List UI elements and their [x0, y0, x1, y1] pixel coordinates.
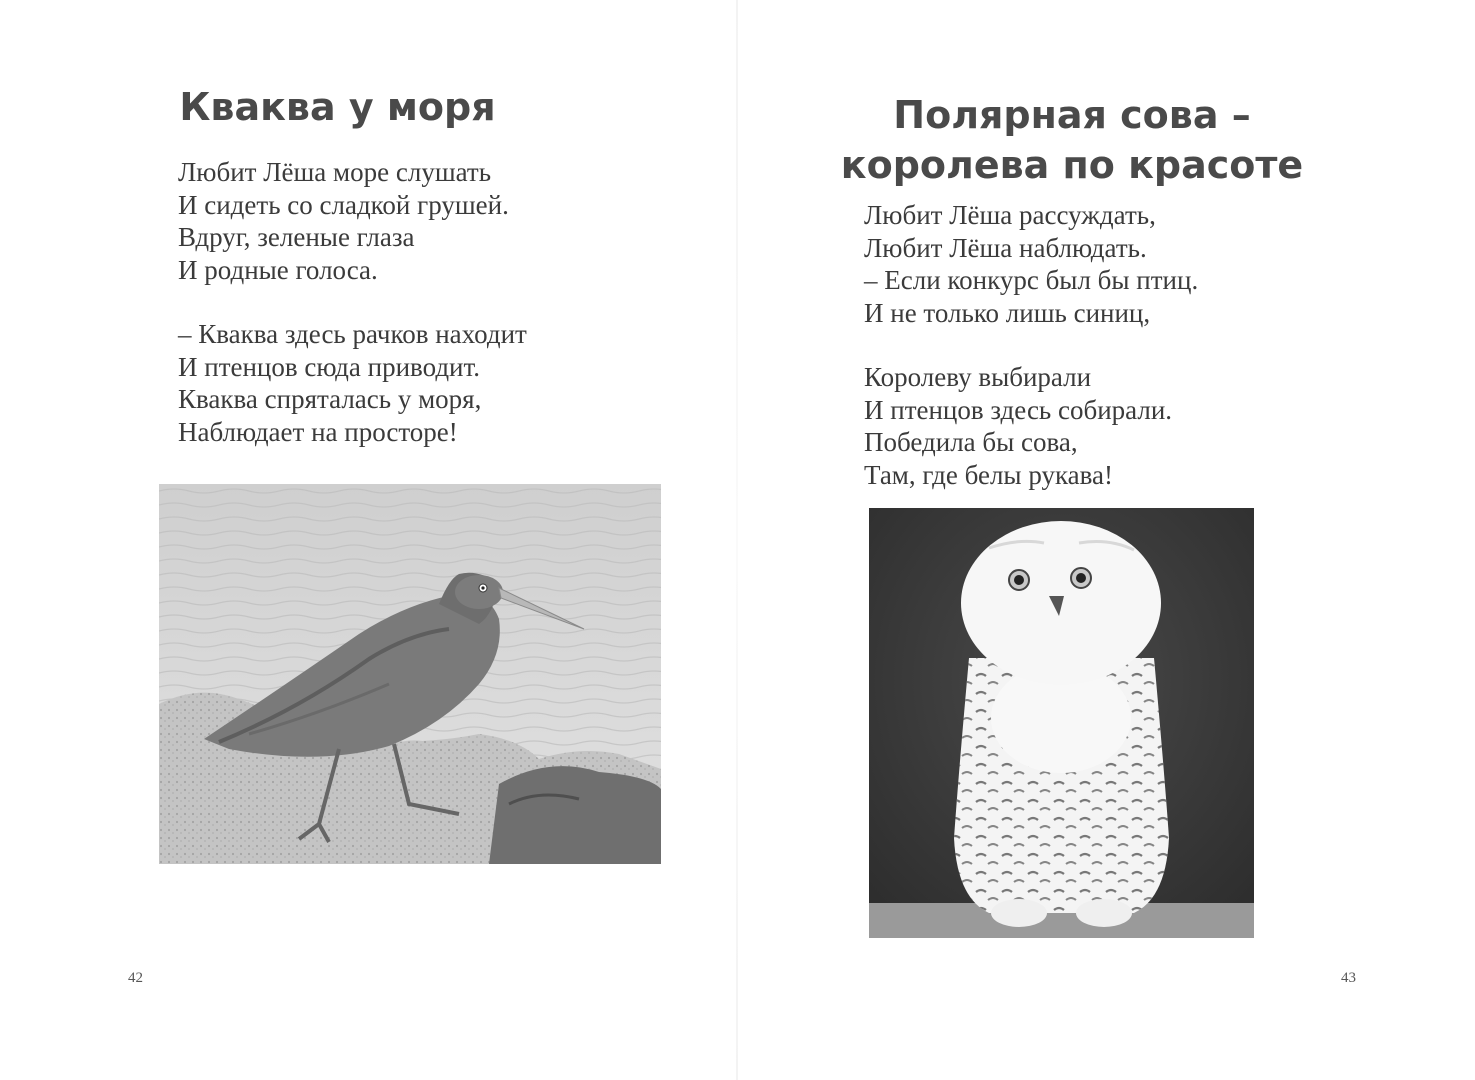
right-title-line-1: Полярная сова –: [893, 93, 1251, 137]
heron-illustration: [159, 484, 661, 864]
right-page: [737, 0, 1475, 1080]
left-poem: [178, 156, 527, 448]
poem-line: – Кваква здесь рачков находит: [178, 319, 527, 349]
right-stanza-1: [864, 199, 1198, 329]
poem-line: Любит Лёша рассуждать,: [864, 200, 1156, 230]
poem-line: И не только лишь синиц,: [864, 297, 1151, 328]
poem-line: Там, где белы рукава!: [864, 459, 1114, 490]
heron-photo: [159, 484, 661, 864]
poem-line: Любит Лёша наблюдать.: [864, 232, 1147, 263]
left-stanza-2: [178, 318, 527, 448]
left-page-title: Кваква у моря: [179, 85, 496, 129]
snowy-owl-photo: [869, 508, 1254, 938]
left-page: [0, 0, 737, 1080]
poem-line: И птенцов здесь собирали.: [864, 394, 1173, 425]
poem-line: И птенцов сюда приводит.: [178, 351, 481, 382]
poem-line: Кваква спряталась у моря,: [178, 384, 482, 414]
poem-line: И родные голоса.: [178, 254, 378, 285]
left-stanza-1: [178, 156, 527, 286]
poem-line: Любит Лёша море слушать: [178, 157, 492, 187]
right-poem: [864, 199, 1198, 491]
right-page-title: [703, 90, 1441, 190]
owl-illustration: [869, 508, 1254, 938]
poem-line: Наблюдает на просторе!: [178, 416, 458, 447]
right-title-line-2: королева по красоте: [840, 143, 1304, 187]
poem-line: И сидеть со сладкой грушей.: [178, 189, 509, 220]
poem-line: Победила бы сова,: [864, 427, 1078, 457]
poem-line: Королеву выбирали: [864, 362, 1092, 392]
page-number-right: 43: [1341, 970, 1356, 986]
right-stanza-2: [864, 361, 1198, 491]
poem-line: Вдруг, зеленые глаза: [178, 222, 415, 252]
poem-line: – Если конкурс был бы птиц.: [864, 265, 1199, 295]
page-number-left: 42: [128, 970, 143, 986]
